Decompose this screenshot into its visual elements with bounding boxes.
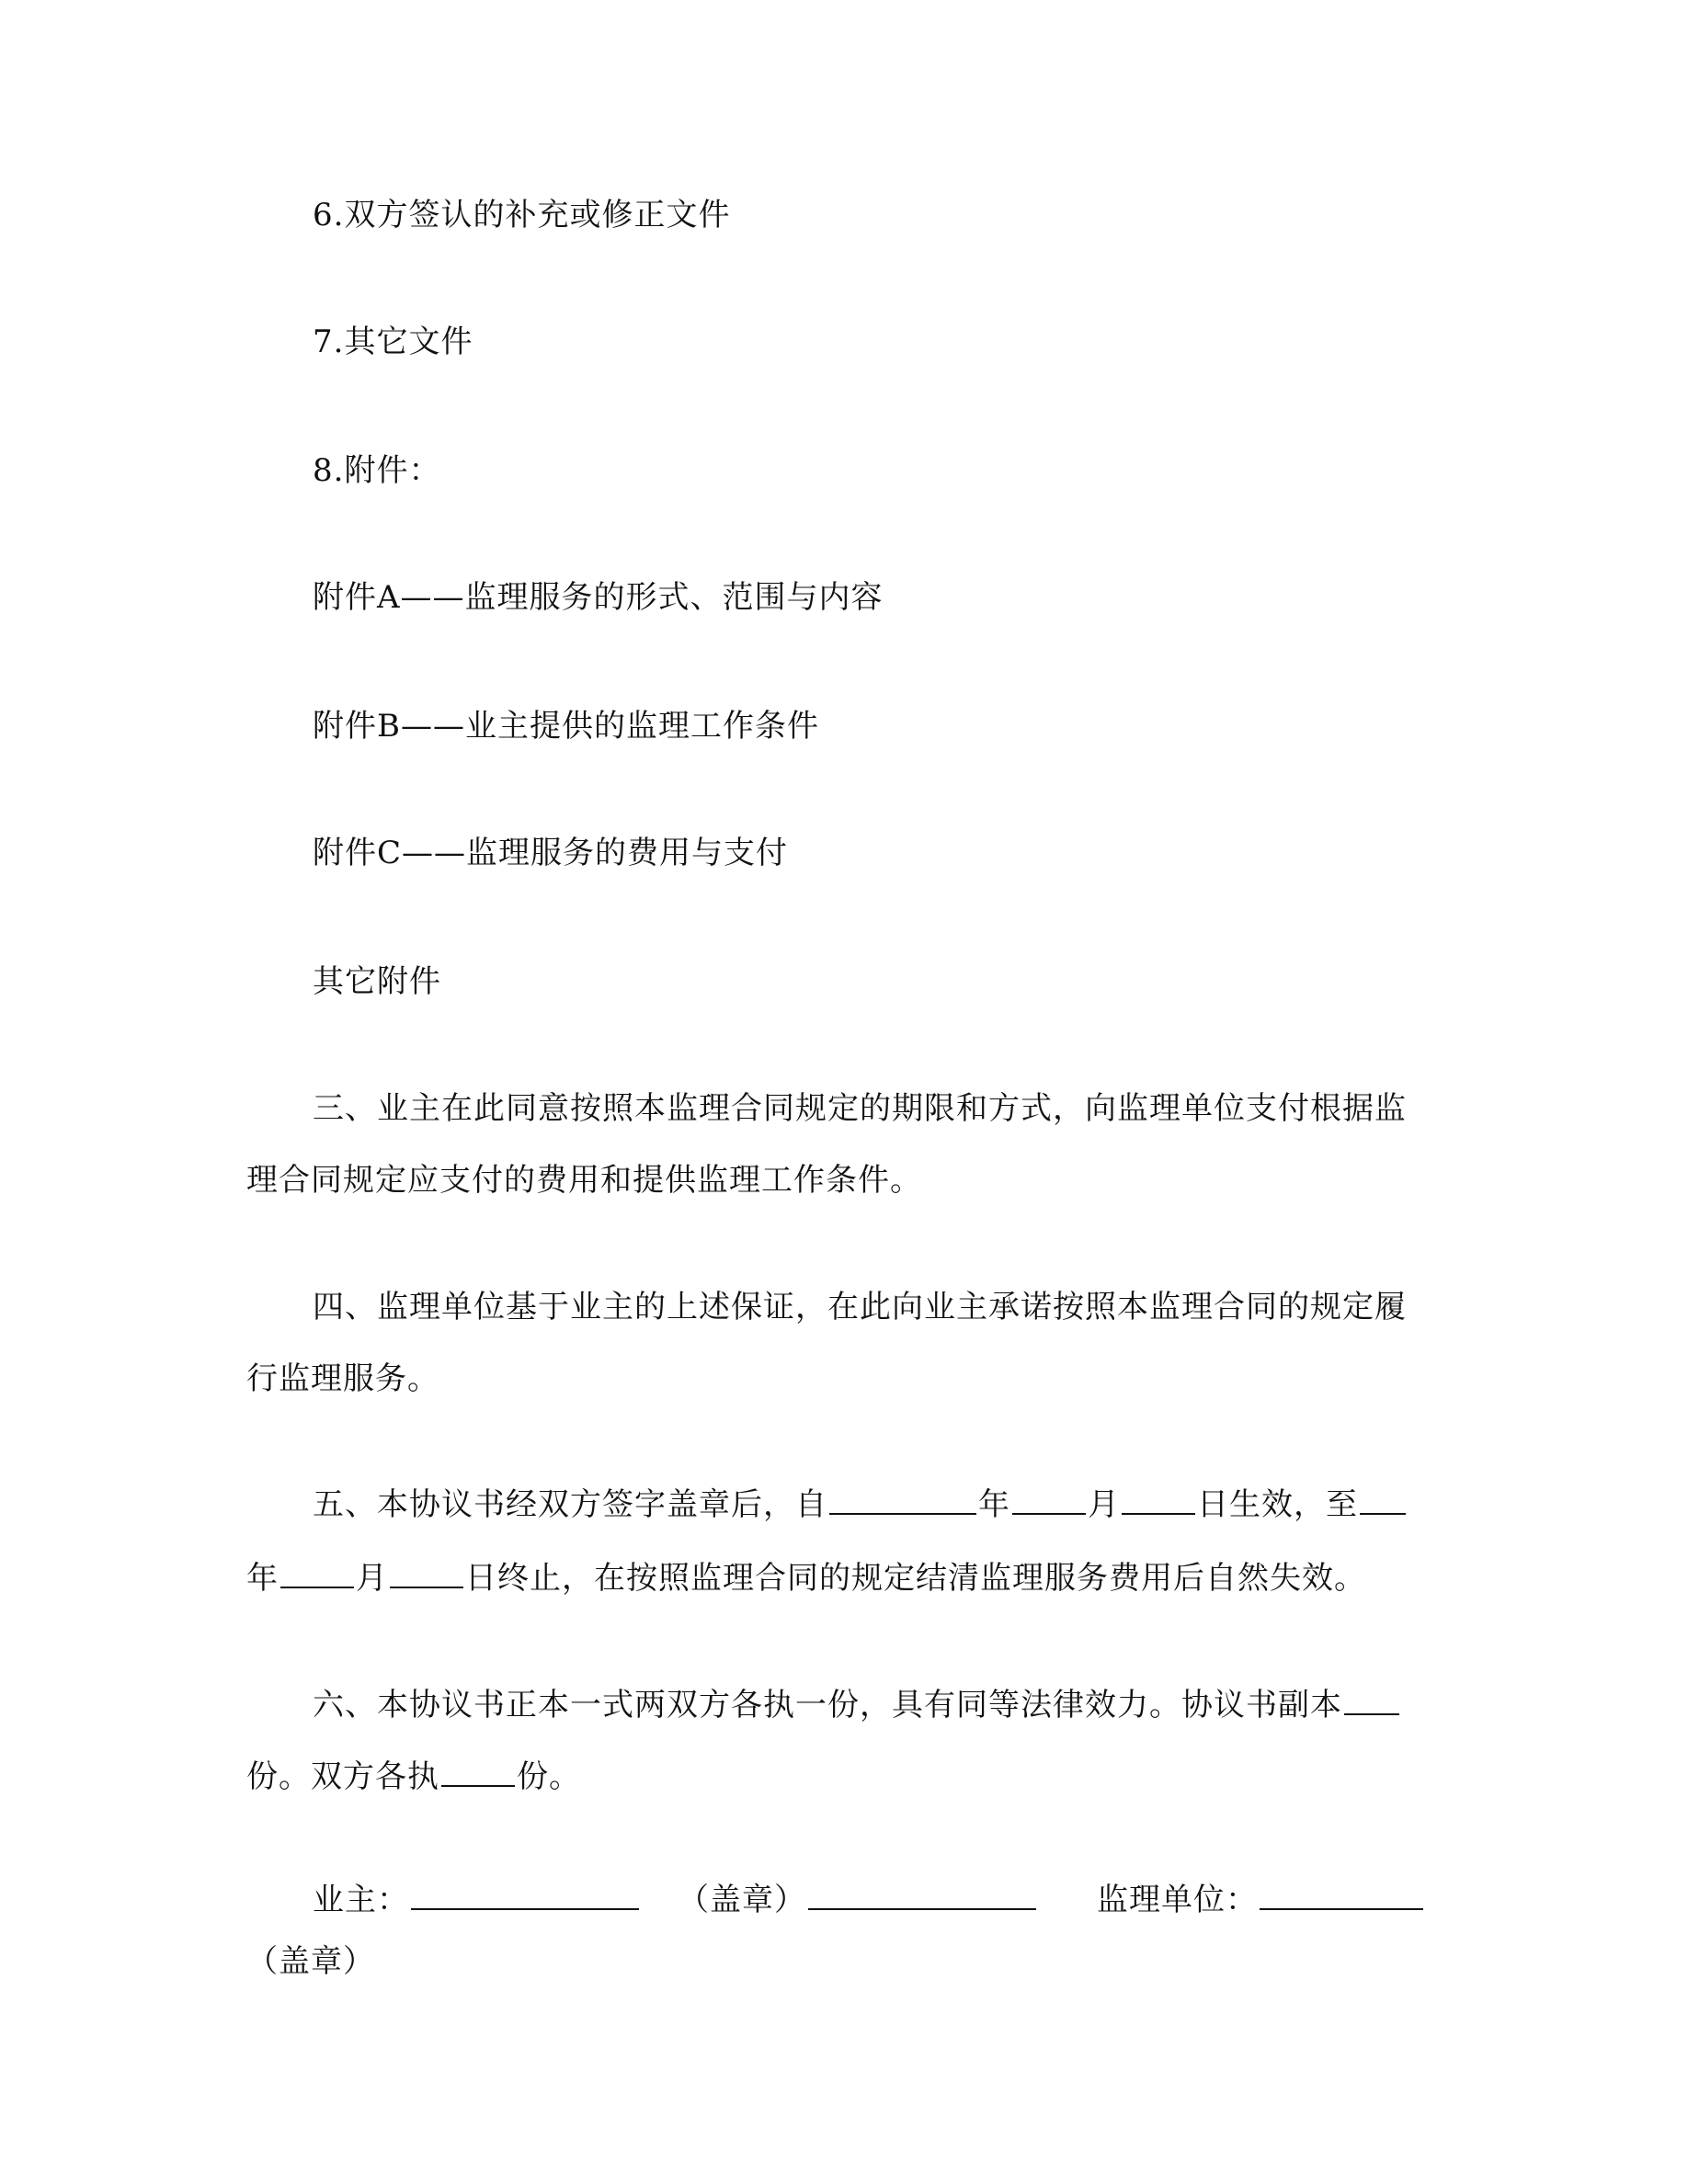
item-7: 7.其它文件 [313, 324, 473, 360]
annex-a: 附件A——监理服务的形式、范围与内容 [313, 579, 884, 616]
copies-end-label: 份。 [517, 1758, 581, 1795]
clause-3-line-2: 理合同规定应支付的费用和提供监理工作条件。 [246, 1162, 922, 1199]
effective-month-blank[interactable] [1012, 1480, 1086, 1515]
annex-b: 附件B——业主提供的监理工作条件 [313, 708, 819, 745]
day-effective-label: 日生效，至 [1197, 1486, 1358, 1523]
supervisor-label: 监理单位： [1097, 1882, 1258, 1918]
copies-label: 份。双方各执 [246, 1758, 439, 1795]
end-day-blank[interactable] [390, 1553, 463, 1588]
annex-c: 附件C——监理服务的费用与支付 [313, 835, 789, 871]
seal-label-2: （盖章） [246, 1943, 375, 1980]
seal-label-1: （盖章） [678, 1882, 806, 1918]
end-month-blank[interactable] [280, 1553, 354, 1588]
supervisor-signature-blank[interactable] [1260, 1875, 1423, 1910]
month-label: 月 [1088, 1486, 1120, 1523]
owner-label: 业主： [313, 1882, 409, 1918]
clause-5-line-2 [246, 1553, 1366, 1598]
end-year-blank[interactable] [1360, 1480, 1406, 1515]
month-label-2: 月 [356, 1560, 388, 1597]
item-8: 8.附件： [313, 452, 441, 489]
effective-year-blank[interactable] [829, 1480, 976, 1515]
clause-5-line-1 [313, 1480, 1408, 1525]
other-annexes: 其它附件 [313, 963, 441, 1000]
item-6: 6.双方签认的补充或修正文件 [313, 197, 731, 233]
clause-6-text: 六、本协议书正本一式两双方各执一份，具有同等法律效力。协议书副本 [313, 1687, 1342, 1723]
clause-3-line-1: 三、业主在此同意按照本监理合同规定的期限和方式，向监理单位支付根据监 [313, 1090, 1407, 1127]
duplicate-copies-blank[interactable] [1344, 1680, 1399, 1715]
signature-line [313, 1875, 1425, 1920]
year-label-2: 年 [246, 1560, 279, 1597]
day-end-label: 日终止，在按照监理合同的规定结清监理服务费用后自然失效。 [465, 1560, 1366, 1597]
clause-4-line-2: 行监理服务。 [246, 1360, 439, 1397]
effective-day-blank[interactable] [1122, 1480, 1195, 1515]
clause-4-line-1: 四、监理单位基于业主的上述保证，在此向业主承诺按照本监理合同的规定履 [313, 1289, 1407, 1325]
seal-blank[interactable] [808, 1875, 1036, 1910]
clause-5-prefix: 五、本协议书经双方签字盖章后，自 [313, 1486, 827, 1523]
year-label: 年 [978, 1486, 1010, 1523]
owner-signature-blank[interactable] [411, 1875, 639, 1910]
clause-6-line-2 [246, 1752, 581, 1797]
clause-6-line-1 [313, 1680, 1401, 1725]
copies-each-blank[interactable] [441, 1752, 515, 1787]
